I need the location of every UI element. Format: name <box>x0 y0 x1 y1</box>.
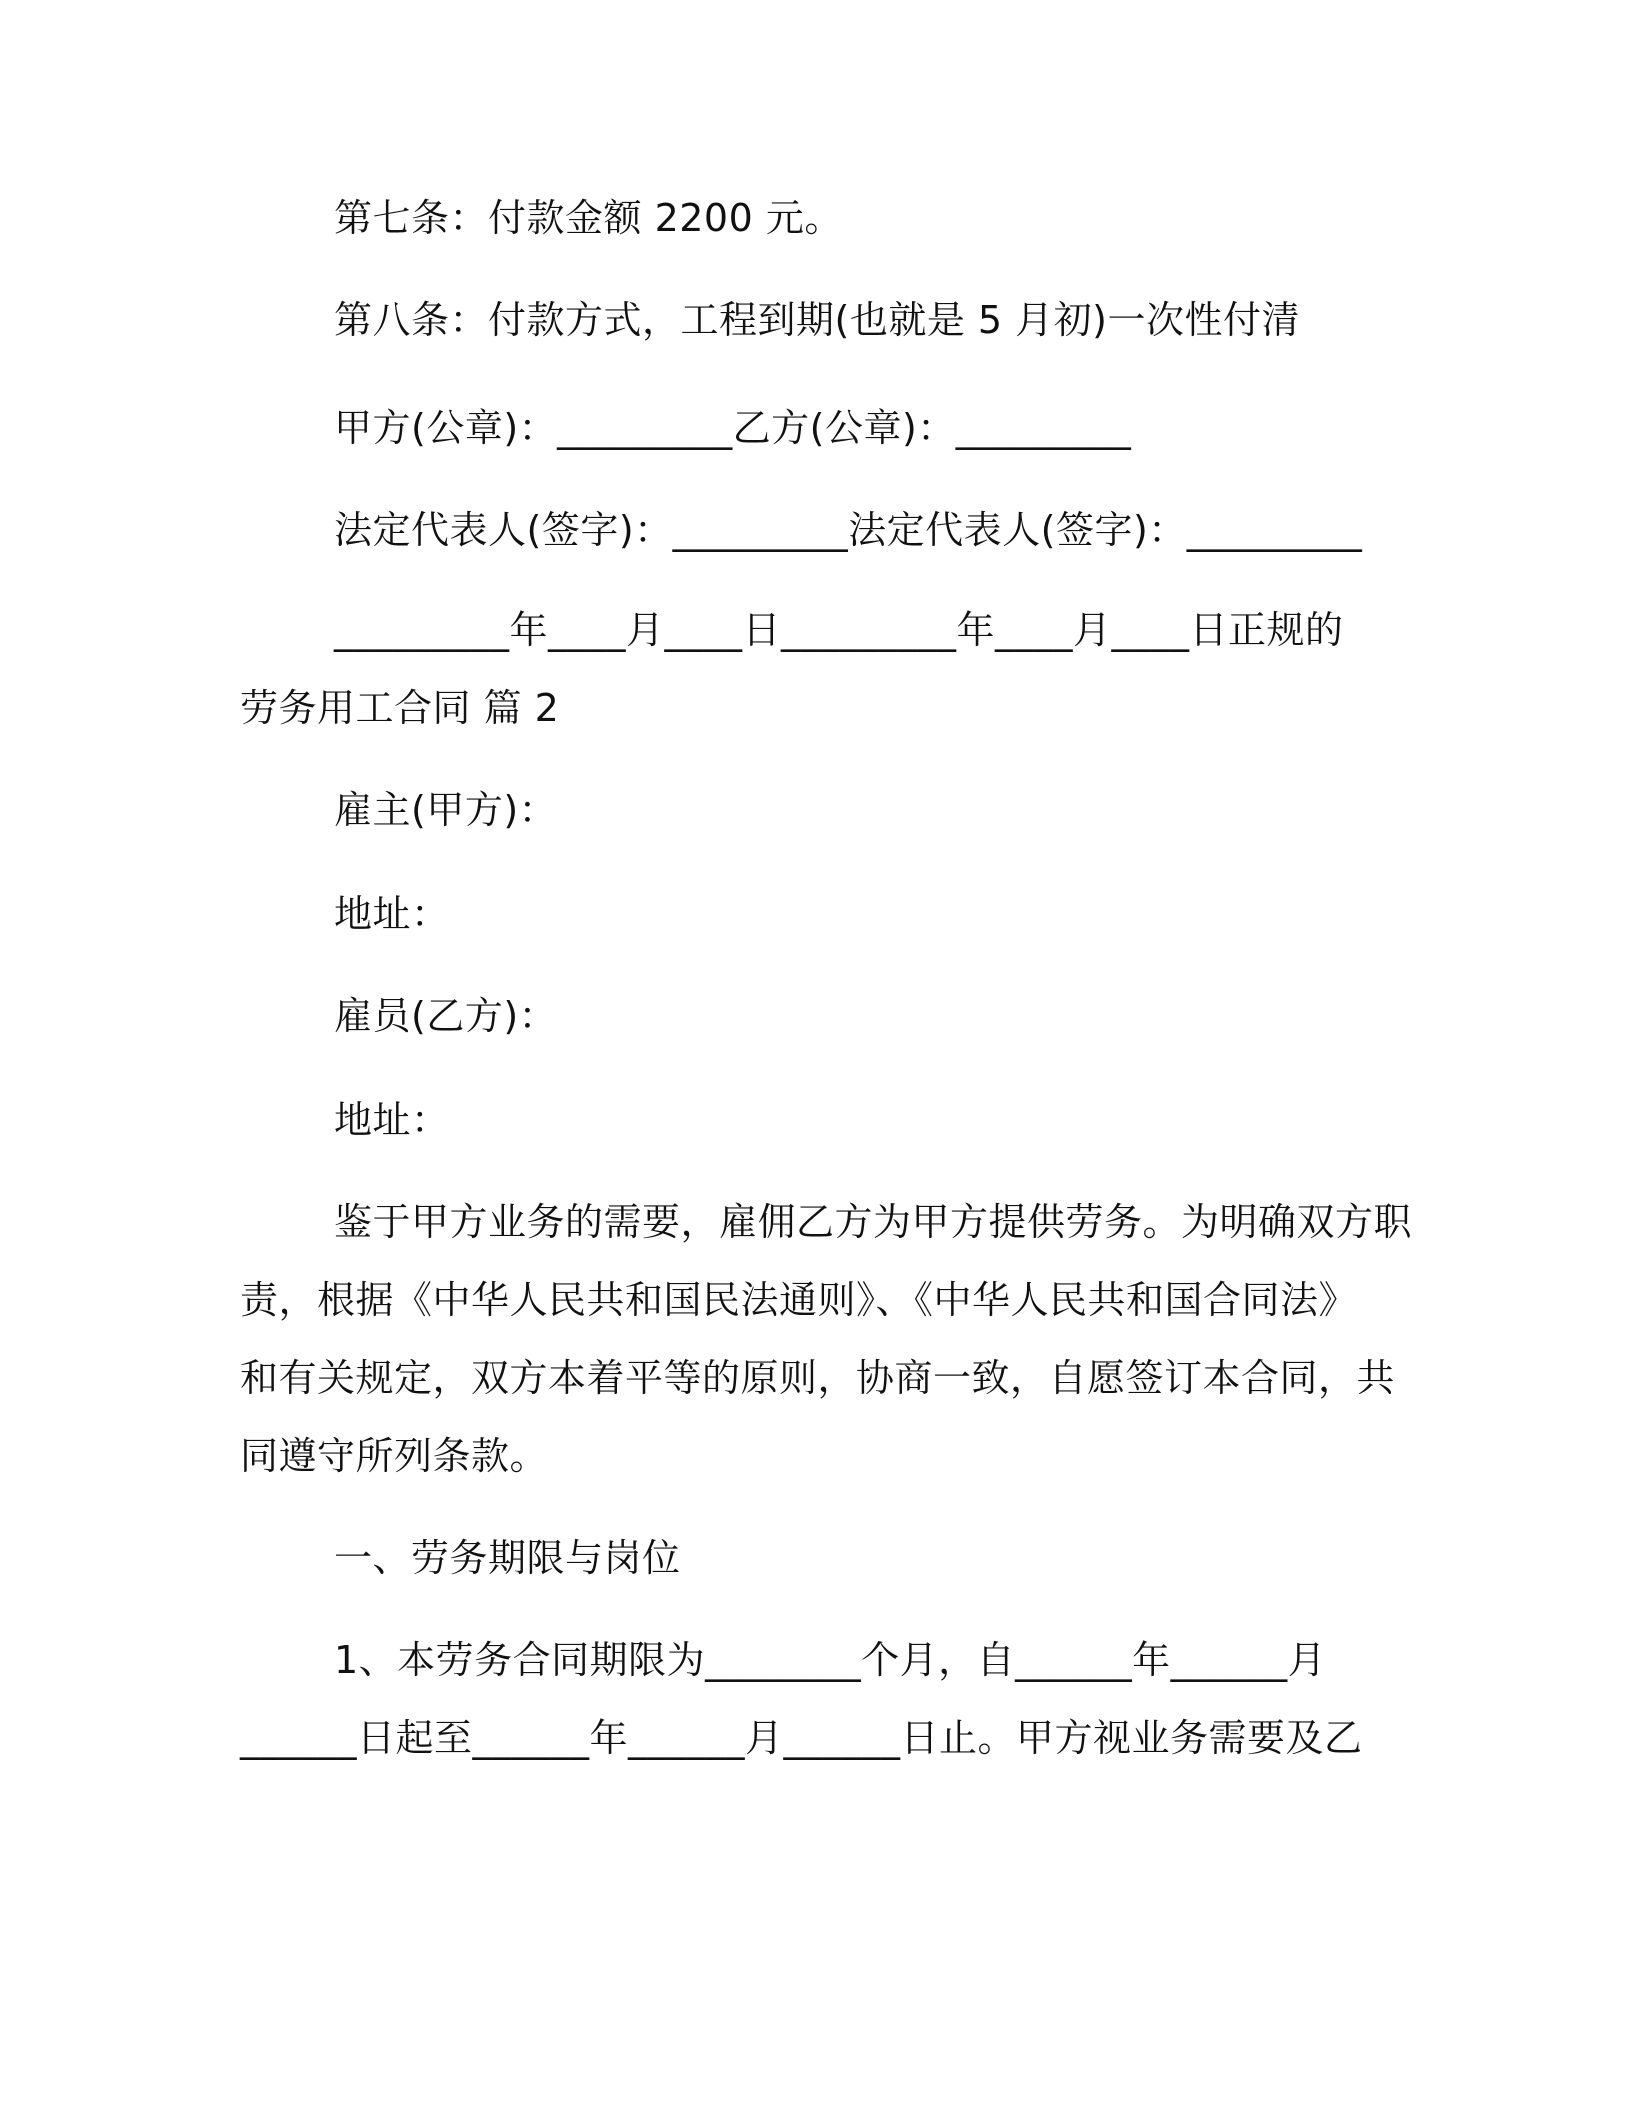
employee-label: 雇员(乙方)： <box>334 994 558 1038</box>
party-seal-line: 甲方(公章)：_________乙方(公章)：_________ <box>334 406 1132 450</box>
employer-address-label: 地址： <box>334 892 450 936</box>
preamble-line-2: 责，根据《中华人民共和国民法通则》、《中华人民共和国合同法》 <box>240 1278 1358 1322</box>
clause-1-line-1: 1、本劳务合同期限为________个月，自______年______月 <box>334 1638 1327 1682</box>
preamble-line-1: 鉴于甲方业务的需要，雇佣乙方为甲方提供劳务。为明确双方职 <box>334 1200 1413 1244</box>
article-7-payment-amount: 第七条：付款金额 2200 元。 <box>334 196 843 240</box>
employer-label: 雇主(甲方)： <box>334 788 558 832</box>
section-heading-term-position: 一、劳务期限与岗位 <box>334 1536 681 1580</box>
article-8-payment-method: 第八条：付款方式，工程到期(也就是 5 月初)一次性付清 <box>334 298 1300 342</box>
preamble-line-3: 和有关规定，双方本着平等的原则，协商一致，自愿签订本合同，共 <box>240 1356 1396 1400</box>
section-title-contract-2: 劳务用工合同 篇 2 <box>240 686 560 730</box>
clause-1-line-2: ______日起至______年______月______日止。甲方视业务需要及乙 <box>240 1716 1363 1760</box>
date-line: _________年____月____日_________年____月____日正规的 <box>334 608 1344 652</box>
legal-rep-signature-line: 法定代表人(签字)：_________法定代表人(签字)：_________ <box>334 508 1363 552</box>
employee-address-label: 地址： <box>334 1098 450 1142</box>
preamble-line-4: 同遵守所列条款。 <box>240 1434 549 1478</box>
